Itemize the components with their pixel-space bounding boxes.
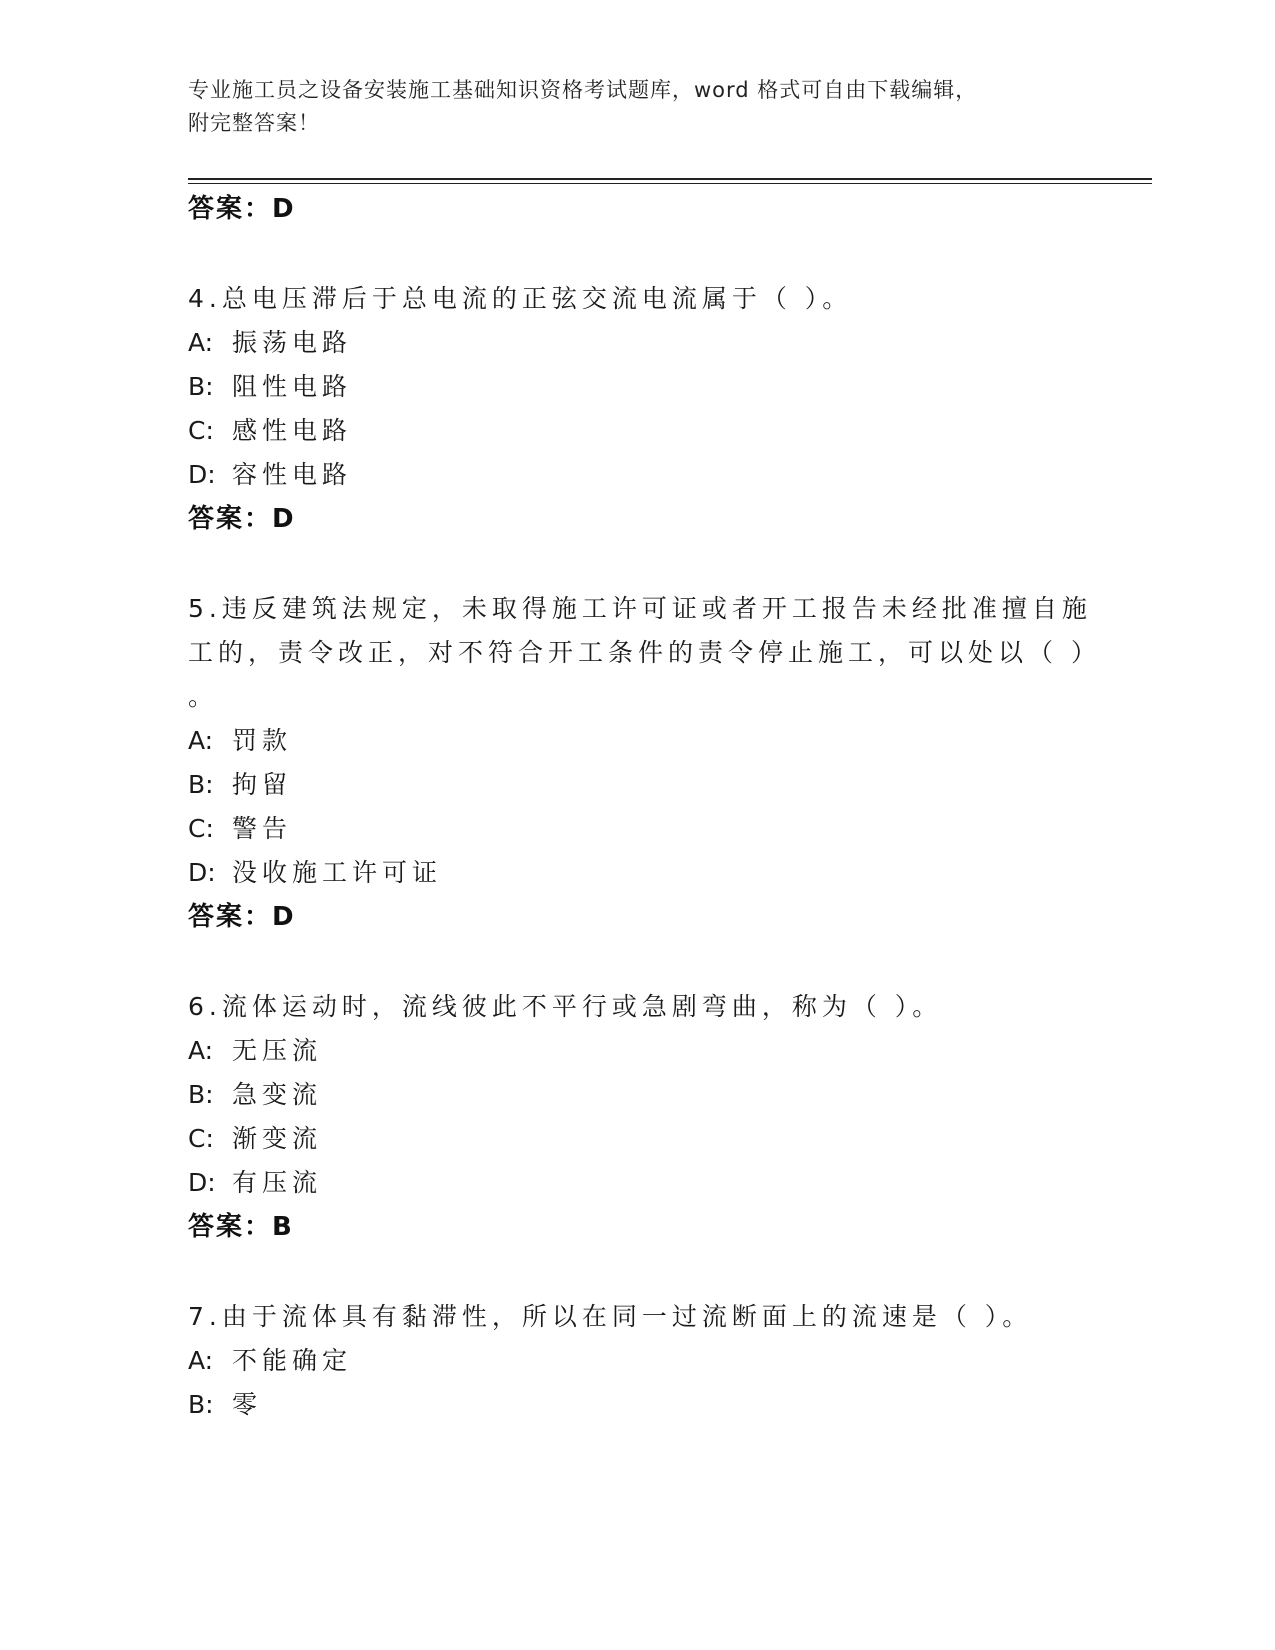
option-text: 罚款 [232,726,293,755]
question-5-option-c [188,812,292,846]
option-letter: B: [188,1080,214,1109]
option-text: 容性电路 [232,460,353,489]
option-text: 渐变流 [232,1124,323,1153]
option-letter: D: [188,460,216,489]
question-4-option-b [188,370,352,404]
option-text: 振荡电路 [232,328,353,357]
option-text: 感性电路 [232,416,353,445]
option-text: 不能确定 [232,1346,353,1375]
option-letter: B: [188,372,214,401]
question-6-option-b [188,1078,322,1112]
option-letter: B: [188,1390,214,1419]
option-letter: B: [188,770,214,799]
header-line-1: 专业施工员之设备安装施工基础知识资格考试题库，word 格式可自由下载编辑， [188,78,978,102]
header-divider-thick [188,178,1152,180]
question-5-stem-line-2: 工的，责令改正，对不符合开工条件的责令停止施工，可以处以（ ） [188,638,1101,667]
option-letter: A: [188,1036,214,1065]
document-header [188,74,1068,140]
option-text: 零 [232,1390,263,1419]
option-letter: D: [188,1168,216,1197]
option-letter: A: [188,1346,214,1375]
option-letter: A: [188,328,214,357]
question-5-option-a [188,724,292,758]
question-4-option-d [188,458,352,492]
option-letter: A: [188,726,214,755]
question-5-answer: 答案：D [188,902,296,932]
option-letter: C: [188,814,214,843]
question-7-option-a [188,1344,352,1378]
header-divider-thin [188,183,1152,184]
question-6-option-d [188,1166,322,1200]
option-text: 急变流 [232,1080,323,1109]
option-text: 没收施工许可证 [232,858,443,887]
option-letter: C: [188,1124,214,1153]
header-line-2: 附完整答案！ [188,111,320,135]
question-5-option-d [188,856,442,890]
question-4-option-c [188,414,352,448]
question-4-answer: 答案：D [188,504,296,534]
question-6-option-a [188,1034,322,1068]
question-6-answer: 答案：B [188,1212,294,1242]
answer-previous: 答案：D [188,194,296,224]
option-text: 有压流 [232,1168,323,1197]
option-text: 警告 [232,814,293,843]
question-6-stem: 6.流体运动时，流线彼此不平行或急剧弯曲，称为（ ）。 [188,992,943,1021]
question-5-stem-line-3: 。 [188,682,219,711]
question-5-stem-line-1: 5.违反建筑法规定，未取得施工许可证或者开工报告未经批准擅自施 [188,594,1092,623]
option-text: 阻性电路 [232,372,353,401]
question-6-option-c [188,1122,322,1156]
option-text: 拘留 [232,770,293,799]
question-4-stem: 4.总电压滞后于总电流的正弦交流电流属于（ ）。 [188,284,853,313]
option-letter: D: [188,858,216,887]
question-7-stem: 7.由于流体具有黏滞性，所以在同一过流断面上的流速是（ ）。 [188,1302,1033,1331]
question-4-option-a [188,326,352,360]
option-text: 无压流 [232,1036,323,1065]
question-5-option-b [188,768,292,802]
question-7-option-b [188,1388,262,1422]
option-letter: C: [188,416,214,445]
